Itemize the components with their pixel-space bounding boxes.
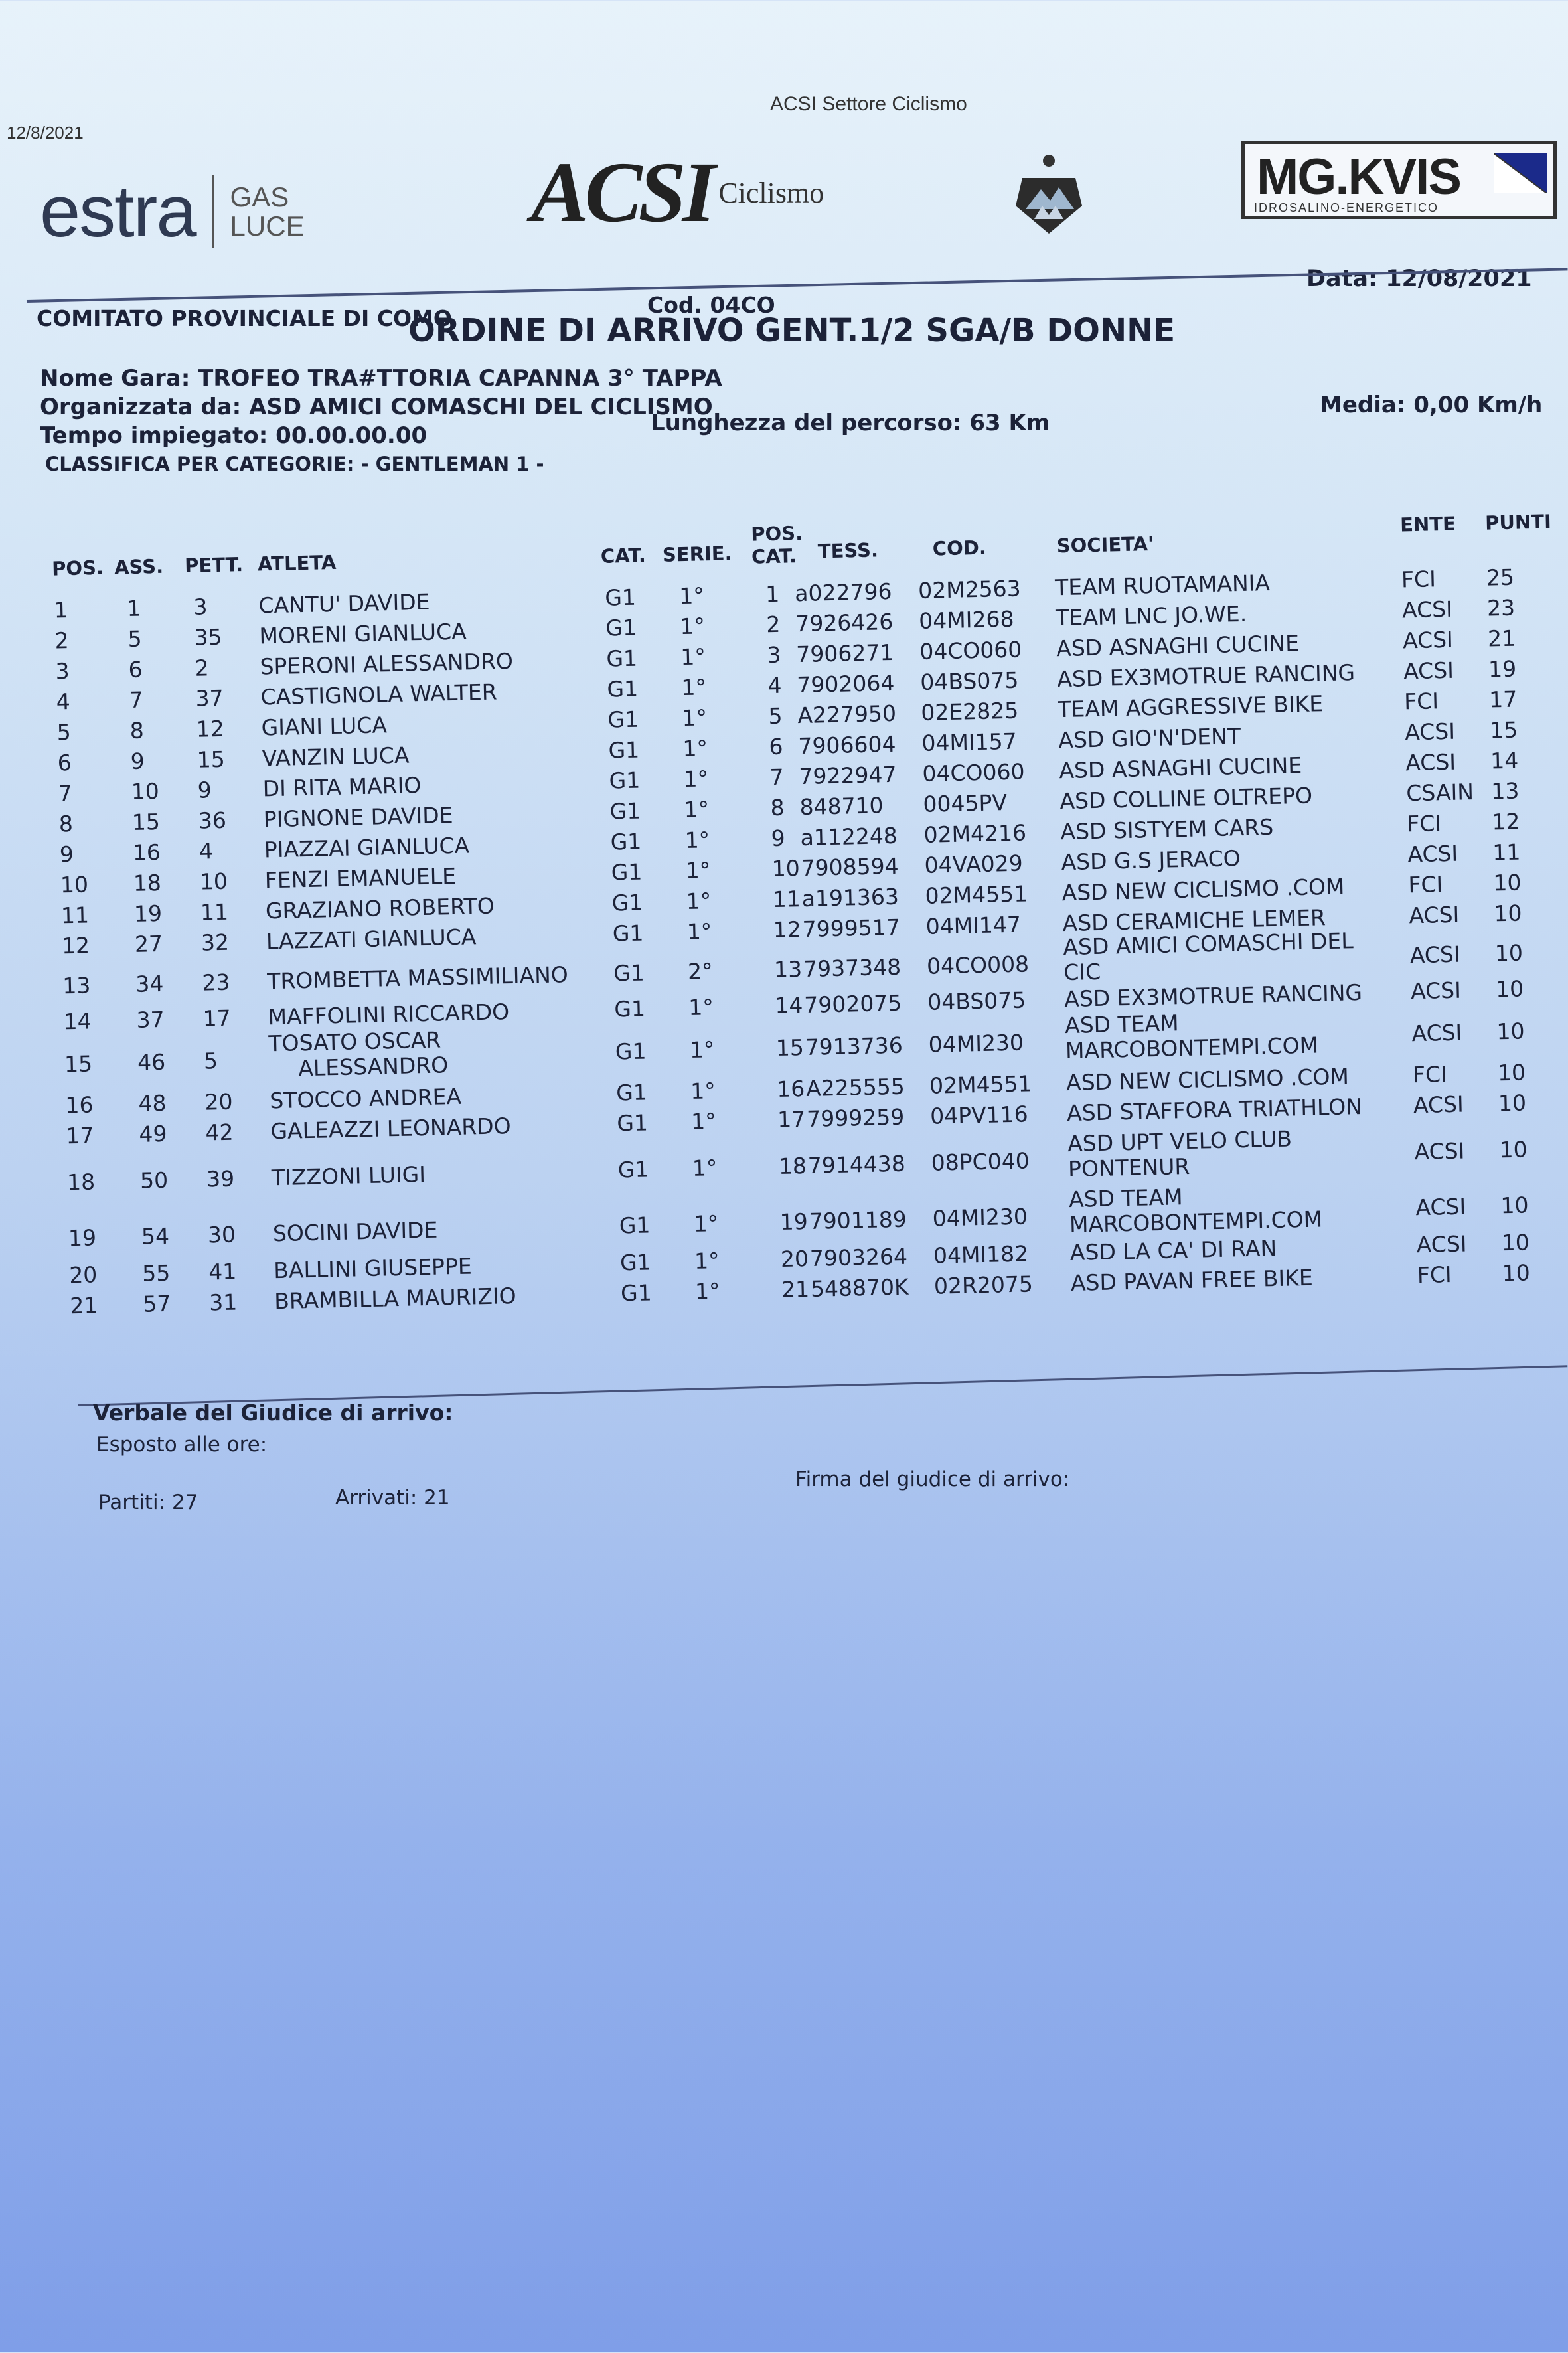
cell-serie: 1° — [682, 704, 708, 732]
cell-cat: G1 — [616, 1109, 649, 1137]
committee-code: Cod. 04CO — [647, 292, 775, 318]
cell-pos: 12 — [61, 932, 90, 959]
cell-societa: ASD STAFFORA TRIATHLON — [1066, 1094, 1363, 1127]
cell-cod: 04PV116 — [929, 1101, 1029, 1129]
cell-ass: 6 — [128, 656, 143, 683]
cell-pett: 37 — [195, 685, 224, 712]
cell-ass: 27 — [134, 930, 163, 957]
cell-societa: ASD GIO'N'DENT — [1058, 723, 1241, 754]
cell-pos: 21 — [69, 1292, 98, 1319]
cell-pos: 4 — [56, 689, 71, 715]
cell-tess: 7937348 — [803, 953, 902, 983]
cell-serie: 1° — [686, 918, 712, 945]
cell-poscat: 15 — [775, 1034, 805, 1062]
cell-atleta-line2: ALESSANDRO — [297, 1052, 449, 1082]
cell-punti: 25 — [1486, 564, 1515, 591]
cell-serie: 1° — [694, 1248, 720, 1274]
col-header-atleta: ATLETA — [257, 550, 337, 576]
cell-atleta: TIZZONI LUIGI — [271, 1161, 426, 1191]
cell-atleta: FENZI EMANUELE — [264, 862, 457, 894]
estra-logo-word: estra — [40, 171, 196, 252]
cell-serie: 1° — [690, 1108, 717, 1135]
cell-pett: 42 — [205, 1119, 234, 1146]
cell-ente: ACSI — [1409, 901, 1460, 929]
cell-cat: G1 — [607, 675, 639, 702]
race-date: Data: 12/08/2021 — [1306, 266, 1532, 292]
cell-pett: 31 — [208, 1289, 238, 1316]
starters-count: Partiti: 27 — [98, 1491, 198, 1514]
cell-pos: 6 — [57, 749, 72, 776]
cell-punti: 10 — [1497, 1059, 1526, 1086]
cell-societa: TEAM LNC JO.WE. — [1055, 600, 1247, 631]
cell-ente: ACSI — [1414, 1137, 1465, 1165]
cell-cod: 04MI230 — [932, 1203, 1028, 1232]
cell-ass: 18 — [133, 869, 162, 896]
cell-ass: 55 — [141, 1259, 171, 1287]
cell-pos: 14 — [63, 1008, 92, 1035]
cell-societa: ASD CERAMICHE LEMER — [1062, 904, 1326, 937]
cell-serie: 1° — [693, 1210, 719, 1237]
cell-cod: 08PC040 — [931, 1147, 1030, 1176]
cell-pett: 11 — [200, 898, 229, 926]
cell-pett: 4 — [198, 838, 214, 864]
cell-poscat: 1 — [765, 580, 780, 608]
cell-cat: G1 — [611, 858, 643, 886]
cell-punti: 10 — [1500, 1192, 1529, 1219]
estra-logo-luce: LUCE — [230, 210, 305, 242]
cell-ass: 34 — [135, 970, 164, 997]
cell-pett: 3 — [193, 594, 208, 620]
cell-tess: 7999517 — [802, 914, 901, 943]
cell-pos: 20 — [68, 1261, 98, 1289]
col-header-cod: COD. — [932, 536, 987, 560]
cell-societa-line2: MARCOBONTEMPI.COM — [1069, 1206, 1323, 1238]
cell-cat: G1 — [609, 797, 641, 825]
cell-ente: ACSI — [1415, 1193, 1466, 1221]
col-header-serie: SERIE. — [662, 542, 732, 566]
cell-ente: FCI — [1412, 1061, 1448, 1088]
cell-tess: 7926426 — [795, 608, 894, 637]
cell-pos: 13 — [62, 972, 91, 999]
cell-cat: G1 — [620, 1279, 653, 1307]
cell-cod: 02E2825 — [920, 697, 1019, 726]
cell-ente: FCI — [1408, 871, 1443, 898]
cell-societa: ASD ASNAGHI CUCINE — [1059, 752, 1302, 784]
cell-punti: 10 — [1499, 1136, 1528, 1163]
cell-punti: 10 — [1502, 1259, 1531, 1287]
cell-punti: 12 — [1491, 808, 1520, 835]
cell-poscat: 5 — [768, 702, 783, 730]
mgk-vis-logo-sub: IDROSALINO-ENERGETICO — [1254, 201, 1439, 214]
cell-societa: ASD EX3MOTRUE RANCING — [1063, 979, 1363, 1013]
cell-poscat: 9 — [771, 825, 786, 852]
cell-cat: G1 — [610, 828, 642, 855]
cell-punti: 10 — [1501, 1229, 1530, 1256]
cell-pett: 39 — [206, 1165, 235, 1192]
col-header-ass: ASS. — [114, 554, 164, 579]
cell-poscat: 17 — [777, 1106, 806, 1133]
col-header-pos: POS. — [51, 556, 104, 580]
cell-punti: 17 — [1488, 686, 1518, 713]
cell-ente: ACSI — [1413, 1091, 1464, 1119]
cell-cod: 04BS075 — [927, 987, 1026, 1015]
cell-societa: TEAM RUOTAMANIA — [1054, 569, 1271, 601]
col-header-pett: PETT. — [184, 553, 244, 578]
cell-societa: ASD SISTYEM CARS — [1060, 813, 1274, 845]
cell-ente: FCI — [1403, 688, 1439, 715]
cell-punti: 10 — [1494, 900, 1522, 927]
cell-poscat: 12 — [773, 916, 802, 943]
cell-poscat: 6 — [769, 733, 783, 760]
cell-societa: ASD NEW CICLISMO .COM — [1065, 1063, 1350, 1096]
category-classification: CLASSIFICA PER CATEGORIE: - GENTLEMAN 1 - — [45, 453, 544, 475]
cell-serie: 1° — [681, 674, 707, 701]
cell-tess: 7906271 — [795, 639, 894, 668]
cell-societa-line2: MARCOBONTEMPI.COM — [1065, 1032, 1319, 1064]
cell-punti: 14 — [1490, 747, 1519, 774]
mgk-vis-logo-word: MG.KVIS — [1257, 149, 1460, 205]
cell-ente: ACSI — [1404, 718, 1456, 746]
cell-pos: 18 — [66, 1169, 96, 1196]
cell-cat: G1 — [604, 584, 637, 611]
cell-cod: 04MI268 — [918, 606, 1014, 634]
cell-punti: 13 — [1490, 777, 1520, 805]
cell-cat: G1 — [606, 645, 638, 672]
col-header-poscat-bottom: CAT. — [751, 544, 797, 568]
cell-ass: 5 — [127, 625, 143, 653]
cell-ente: ACSI — [1411, 1019, 1462, 1047]
cell-cat: G1 — [619, 1212, 651, 1239]
cell-societa: ASD TEAM — [1064, 1010, 1180, 1039]
finishers-count: Arrivati: 21 — [335, 1486, 450, 1510]
cell-punti: 10 — [1495, 975, 1524, 1003]
cell-ente: ACSI — [1409, 941, 1461, 969]
cell-serie: 1° — [679, 613, 706, 640]
cell-ass: 48 — [138, 1090, 167, 1117]
cell-cod: 04BS075 — [919, 667, 1019, 695]
cell-atleta: BALLINI GIUSEPPE — [273, 1253, 473, 1284]
cell-cat: G1 — [611, 889, 643, 916]
cell-atleta: BRAMBILLA MAURIZIO — [274, 1283, 517, 1315]
cell-poscat: 16 — [776, 1076, 805, 1103]
cell-serie: 1° — [682, 735, 708, 762]
cell-ente: FCI — [1417, 1261, 1452, 1289]
cell-atleta: SPERONI ALESSANDRO — [260, 647, 514, 680]
cell-pett: 32 — [200, 929, 230, 956]
cell-societa: ASD G.S JERACO — [1061, 845, 1241, 876]
cell-tess: a022796 — [794, 578, 892, 607]
cell-pett: 12 — [196, 715, 225, 742]
estra-logo-gas: GAS — [230, 181, 289, 212]
cell-cod: 02M4551 — [925, 880, 1028, 909]
cell-tess: 7999259 — [806, 1103, 905, 1133]
cell-ass: 46 — [137, 1048, 166, 1076]
cell-pos: 9 — [59, 841, 74, 868]
cell-pett: 5 — [203, 1048, 218, 1074]
cell-cat: G1 — [615, 1038, 647, 1065]
cell-ente: ACSI — [1405, 748, 1456, 776]
cell-societa-line2: CIC — [1063, 958, 1101, 986]
cell-serie: 1° — [692, 1155, 718, 1181]
cell-poscat: 11 — [772, 886, 801, 913]
cell-punti: 10 — [1496, 1018, 1525, 1045]
col-header-poscat-top: POS. — [750, 521, 803, 546]
cell-punti: 21 — [1487, 625, 1516, 652]
cell-poscat: 20 — [780, 1246, 809, 1272]
cell-ente: ACSI — [1410, 977, 1462, 1005]
cell-ente: FCI — [1401, 566, 1437, 593]
cell-tess: 7901189 — [809, 1206, 907, 1234]
cell-poscat: 21 — [781, 1275, 810, 1303]
cell-pett: 35 — [194, 623, 222, 651]
cell-pett: 41 — [208, 1258, 237, 1285]
cell-atleta: CASTIGNOLA WALTER — [260, 679, 498, 710]
race-time: Tempo impiegato: 00.00.00.00 — [40, 422, 428, 449]
cell-tess: A227950 — [797, 700, 897, 729]
cell-ass: 57 — [142, 1290, 171, 1317]
cell-cod: 0045PV — [923, 789, 1008, 817]
cell-societa: ASD ASNAGHI CUCINE — [1056, 629, 1300, 662]
cell-cod: 04MI157 — [921, 728, 1018, 756]
cell-poscat: 19 — [779, 1208, 809, 1235]
cell-serie: 1° — [690, 1078, 716, 1104]
cell-serie: 1° — [685, 857, 711, 884]
cell-ass: 10 — [131, 778, 160, 805]
cell-cod: 04CO060 — [922, 758, 1025, 787]
cell-ass: 49 — [139, 1120, 167, 1147]
cell-pos: 10 — [60, 871, 89, 898]
cell-pett: 2 — [195, 655, 210, 681]
cell-serie: 2° — [687, 958, 714, 985]
cell-tess: 7906604 — [798, 730, 896, 760]
cell-ente: ACSI — [1407, 840, 1458, 868]
acsi-logo-word: ACSI — [531, 145, 712, 240]
cell-atleta: GRAZIANO ROBERTO — [265, 892, 495, 924]
cell-atleta: PIAZZAI GIANLUCA — [264, 832, 470, 863]
cell-punti: 11 — [1492, 839, 1521, 866]
cell-atleta: GIANI LUCA — [261, 712, 388, 741]
cell-pett: 15 — [196, 746, 226, 773]
cell-societa: ASD UPT VELO CLUB — [1067, 1125, 1293, 1157]
cell-ass: 7 — [129, 687, 144, 713]
cell-societa: ASD PAVAN FREE BIKE — [1070, 1264, 1314, 1297]
cell-ass: 37 — [136, 1006, 165, 1033]
cell-pett: 17 — [202, 1005, 232, 1032]
cell-cod: 04CO060 — [919, 636, 1022, 665]
cell-pos: 8 — [58, 810, 74, 837]
cell-atleta: GALEAZZI LEONARDO — [270, 1113, 511, 1145]
cell-ass: 15 — [131, 809, 161, 835]
cell-ente: ACSI — [1416, 1230, 1467, 1258]
cell-punti: 23 — [1486, 594, 1516, 621]
cell-pos: 17 — [66, 1122, 94, 1149]
race-average-speed: Media: 0,00 Km/h — [1320, 392, 1543, 418]
cell-societa: ASD NEW CICLISMO .COM — [1061, 873, 1345, 906]
cell-atleta: TROMBETTA MASSIMILIANO — [266, 961, 569, 995]
cell-tess: 7902075 — [803, 989, 902, 1018]
cell-cat: G1 — [612, 920, 644, 947]
cell-punti: 15 — [1489, 716, 1518, 744]
cell-atleta: PIGNONE DAVIDE — [263, 801, 453, 833]
col-header-cat: CAT. — [600, 544, 647, 568]
cell-poscat: 2 — [765, 611, 781, 638]
cell-atleta: STOCCO ANDREA — [269, 1083, 462, 1114]
cell-pett: 20 — [204, 1088, 233, 1115]
cell-ass: 16 — [132, 839, 161, 866]
cell-serie: 1° — [694, 1278, 721, 1305]
cell-cat: G1 — [617, 1156, 649, 1183]
cell-tess: 548870K — [810, 1273, 909, 1302]
cell-pos: 2 — [54, 627, 70, 654]
cell-ass: 1 — [127, 595, 141, 622]
cell-cod: 02M4216 — [923, 819, 1027, 848]
cell-serie: 1° — [688, 994, 714, 1020]
cell-punti: 10 — [1494, 939, 1524, 967]
cell-pett: 23 — [201, 969, 230, 996]
cell-cod: 04MI230 — [928, 1029, 1024, 1058]
cell-serie: 1° — [680, 643, 706, 671]
cell-societa: ASD EX3MOTRUE RANCING — [1056, 659, 1356, 692]
cell-punti: 10 — [1498, 1090, 1527, 1117]
cell-cat: G1 — [613, 959, 645, 987]
cell-ass: 54 — [141, 1222, 170, 1250]
cell-serie: 1° — [684, 796, 710, 823]
cell-ente: FCI — [1406, 810, 1442, 837]
cell-ente: ACSI — [1402, 626, 1454, 654]
cell-pett: 9 — [197, 777, 212, 803]
col-header-punti: PUNTI — [1484, 510, 1552, 534]
cell-cat: G1 — [605, 614, 637, 641]
cell-pett: 36 — [198, 807, 227, 834]
cell-cod: 02R2075 — [933, 1271, 1034, 1299]
cell-poscat: 14 — [774, 992, 803, 1019]
cell-serie: 1° — [689, 1036, 715, 1063]
cell-serie: 1° — [678, 582, 705, 609]
cell-atleta: CANTU' DAVIDE — [258, 588, 430, 619]
race-organizer: Organizzata da: ASD AMICI COMASCHI DEL CICLISMO — [40, 394, 713, 420]
col-header-tess: TESS. — [817, 538, 879, 563]
race-length: Lunghezza del percorso: 63 Km — [651, 410, 1050, 436]
cell-societa: ASD TEAM — [1068, 1184, 1183, 1213]
cell-serie: 1° — [683, 766, 709, 793]
cell-tess: 848710 — [799, 792, 884, 821]
cell-pos: 3 — [55, 658, 70, 685]
cell-ass: 19 — [133, 900, 163, 927]
cell-cod: 04VA029 — [924, 850, 1024, 878]
cell-pos: 7 — [58, 779, 73, 807]
cell-ente: ACSI — [1401, 596, 1453, 623]
cell-tess: 7908594 — [801, 852, 900, 882]
cell-punti: 10 — [1493, 869, 1522, 896]
cell-atleta: TOSATO OSCAR — [268, 1026, 441, 1057]
judge-report-label: Verbale del Giudice di arrivo: — [93, 1400, 453, 1425]
cell-atleta: LAZZATI GIANLUCA — [266, 924, 477, 955]
committee-name: COMITATO PROVINCIALE DI COMO — [37, 305, 452, 331]
cell-ass: 8 — [129, 717, 145, 744]
cell-poscat: 3 — [766, 641, 781, 669]
cell-societa: ASD AMICI COMASCHI DEL — [1063, 928, 1354, 961]
cell-cat: G1 — [607, 706, 639, 733]
cell-cod: 04CO008 — [926, 951, 1030, 979]
cell-tess: a112248 — [800, 822, 898, 851]
cell-cod: 02M4551 — [929, 1070, 1033, 1099]
cell-societa: ASD LA CA' DI RAN — [1069, 1235, 1277, 1266]
judge-signature-label: Firma del giudice di arrivo: — [795, 1467, 1070, 1491]
cell-poscat: 10 — [771, 855, 801, 882]
cell-atleta: MAFFOLINI RICCARDO — [268, 999, 510, 1030]
cell-poscat: 18 — [778, 1153, 807, 1179]
cell-poscat: 7 — [769, 764, 784, 791]
cell-atleta: DI RITA MARIO — [262, 772, 422, 802]
col-header-societa: SOCIETA' — [1056, 532, 1154, 558]
cell-cod: 04MI182 — [933, 1240, 1029, 1269]
cell-ente: ACSI — [1403, 657, 1454, 685]
cell-tess: 7914438 — [807, 1150, 906, 1178]
cell-tess: 7903264 — [809, 1243, 908, 1271]
cell-ass: 9 — [130, 748, 145, 774]
cell-tess: a191363 — [801, 883, 900, 912]
cell-cod: 04MI147 — [925, 911, 1022, 939]
cell-poscat: 8 — [770, 794, 785, 821]
race-name: Nome Gara: TROFEO TRA#TTORIA CAPANNA 3° TAPPA — [40, 365, 722, 392]
cell-atleta: MORENI GIANLUCA — [259, 618, 467, 649]
cell-pos: 11 — [60, 902, 90, 929]
cell-pos: 1 — [54, 597, 69, 623]
cell-poscat: 13 — [773, 956, 803, 983]
cell-atleta: VANZIN LUCA — [262, 742, 410, 771]
cell-cat: G1 — [619, 1249, 652, 1276]
cell-pett: 10 — [199, 868, 228, 895]
cell-tess: 7902064 — [796, 669, 895, 698]
cell-tess: 7922947 — [799, 761, 897, 790]
acsi-logo-sub: Ciclismo — [718, 177, 824, 209]
cell-societa: TEAM AGGRESSIVE BIKE — [1057, 690, 1324, 723]
cell-pett: 30 — [207, 1221, 236, 1248]
cell-cat: G1 — [609, 767, 641, 794]
cell-cat: G1 — [613, 995, 646, 1022]
cell-poscat: 4 — [767, 672, 782, 699]
cell-pos: 5 — [56, 719, 72, 746]
cell-serie: 1° — [686, 888, 712, 915]
cell-serie: 1° — [684, 827, 710, 854]
posted-at-label: Esposto alle ore: — [96, 1433, 268, 1457]
sector-header: ACSI Settore Ciclismo — [770, 93, 967, 115]
cell-punti: 19 — [1488, 655, 1517, 683]
cell-pos: 16 — [65, 1092, 94, 1119]
cell-societa-line2: PONTENUR — [1067, 1153, 1190, 1182]
col-header-ente: ENTE — [1399, 512, 1456, 536]
page-title: ORDINE DI ARRIVO GENT.1/2 SGA/B DONNE — [408, 312, 1176, 349]
cell-pos: 15 — [64, 1050, 93, 1078]
cell-ass: 50 — [139, 1167, 169, 1194]
cell-societa: ASD COLLINE OLTREPO — [1059, 782, 1313, 815]
cell-tess: A225555 — [805, 1073, 905, 1102]
cell-atleta: SOCINI DAVIDE — [272, 1216, 438, 1247]
print-date: 12/8/2021 — [7, 123, 84, 143]
cell-cat: G1 — [615, 1079, 648, 1106]
cell-ente: CSAIN — [1405, 779, 1474, 807]
cell-cod: 02M2563 — [917, 575, 1022, 604]
cell-pos: 19 — [68, 1224, 97, 1252]
cell-tess: 7913736 — [805, 1032, 903, 1061]
cell-cat: G1 — [608, 736, 640, 764]
